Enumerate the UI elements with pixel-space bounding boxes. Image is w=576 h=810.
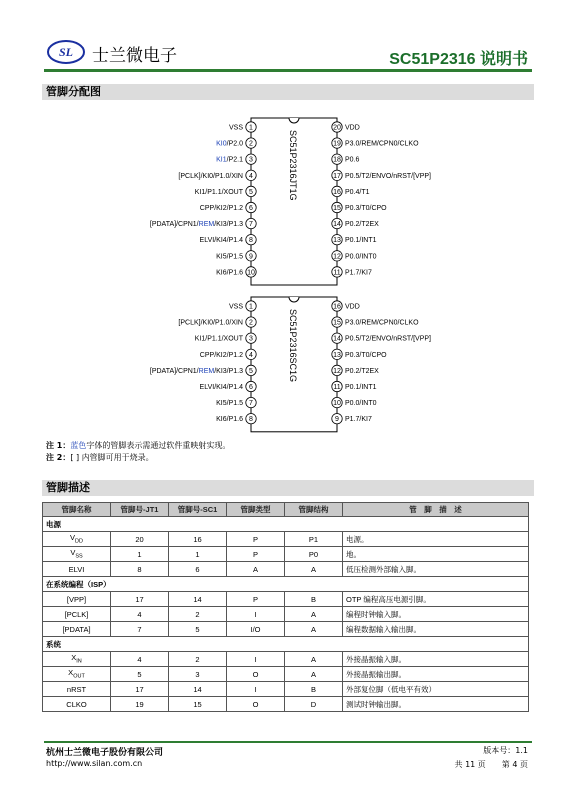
pin-description-table [42, 502, 529, 712]
table-row [43, 547, 529, 562]
pin-structure: D [285, 697, 343, 712]
pin-label-left: CPP/KI2/P1.2 [199, 351, 243, 359]
pin-type: P [227, 592, 285, 607]
pin-type: I/O [227, 622, 285, 637]
pin-number-sc1: 3 [169, 667, 227, 682]
pin-label-left: ELVI/KI4/P1.4 [199, 237, 243, 245]
footer-pages: 共 11 页 第 4 页 [454, 760, 528, 769]
pin-description: 外接晶振输入脚。 [343, 652, 529, 667]
pin-number-jt1: 17 [111, 592, 169, 607]
footer-version: 版本号：1.1 [483, 746, 528, 755]
pin-label-left: VSS [228, 303, 243, 311]
pin-number: 11 [333, 269, 341, 277]
pin-type: O [227, 697, 285, 712]
column-header: 管脚类型 [227, 503, 285, 517]
pin-number-sc1: 16 [169, 532, 227, 547]
pin-label-left: KI6/P1.6 [216, 269, 243, 277]
pin-name: $X_{IN}$ [43, 652, 111, 667]
pin-number: 18 [333, 156, 341, 164]
pin-number: 10 [333, 400, 341, 408]
pin-label-right: P3.0/REM/CPN0/CLKO [345, 140, 419, 148]
pin-label-right: P0.2/T2EX [345, 367, 379, 375]
footer-url[interactable]: http://www.silan.com.cn [46, 759, 143, 768]
table-group-row [43, 517, 529, 532]
pin-label-right: P0.3/T0/CPO [345, 351, 387, 359]
table-row [43, 592, 529, 607]
chip-1 [150, 118, 431, 285]
pin-label-left: ELVI/KI4/P1.4 [199, 384, 243, 391]
pin-number-jt1: 8 [111, 562, 169, 577]
pin-number: 5 [249, 188, 253, 196]
pin-label-right: P0.5/T2/ENVO/nRST/[VPP] [345, 172, 431, 180]
pin-label-left: KI0/P2.0 [216, 140, 243, 148]
pin-name: nRST [43, 682, 111, 697]
pin-name: $V_{SS}$ [43, 547, 111, 562]
pin-number: 12 [333, 367, 341, 375]
pin-number: 4 [249, 172, 253, 180]
pin-number: 6 [249, 384, 253, 391]
table-row [43, 562, 529, 577]
pin-number: 5 [249, 367, 253, 375]
table-row [43, 667, 529, 682]
pin-number-jt1: 7 [111, 622, 169, 637]
note-1-text: 字体的管脚表示需通过软件重映射实现。 [86, 441, 231, 450]
pin-type: I [227, 607, 285, 622]
pin-description: 编程时钟输入脚。 [343, 607, 529, 622]
table-group-row [43, 577, 529, 592]
footer-divider [44, 741, 532, 743]
column-header: 管脚结构 [285, 503, 343, 517]
pin-description: 低压检测外部输入脚。 [343, 562, 529, 577]
pin-number-sc1: 6 [169, 562, 227, 577]
pin-number: 8 [249, 416, 253, 424]
pin-number: 3 [249, 335, 253, 343]
note-2: 注 2：[ ] 内管脚可用于烧录。 [46, 453, 154, 462]
pin-description: 外接晶振输出脚。 [343, 667, 529, 682]
pin-type: O [227, 667, 285, 682]
pin-number: 16 [333, 303, 341, 311]
pin-number: 19 [333, 140, 341, 148]
pin-label-right: P3.0/REM/CPN0/CLKO [345, 319, 419, 327]
pin-type: P [227, 547, 285, 562]
pin-description: 地。 [343, 547, 529, 562]
pin-description: OTP 编程高压电源引脚。 [343, 592, 529, 607]
pin-name: CLKO [43, 697, 111, 712]
pin-number-jt1: 17 [111, 682, 169, 697]
pin-label-left: [PCLK]/KI0/P1.0/XIN [178, 172, 243, 180]
pin-description: 电源。 [343, 532, 529, 547]
pin-number-sc1: 5 [169, 622, 227, 637]
note-1-blue: 蓝色 [70, 441, 87, 450]
pin-structure: B [285, 682, 343, 697]
pin-structure: A [285, 667, 343, 682]
pin-number-jt1: 4 [111, 652, 169, 667]
pin-name: $V_{DD}$ [43, 532, 111, 547]
pin-number-sc1: 15 [169, 697, 227, 712]
pin-number: 12 [333, 253, 341, 261]
pin-label-left: [PDATA]/CPN1/REM/KI3/P1.3 [149, 367, 243, 375]
pin-label-left: [PDATA]/CPN1/REM/KI3/P1.3 [149, 221, 243, 229]
pin-number: 7 [249, 400, 253, 408]
pin-label-left: KI1/P2.1 [216, 156, 243, 164]
pin-number: 14 [333, 335, 341, 343]
table-row [43, 652, 529, 667]
pin-number: 17 [333, 172, 341, 180]
column-header: 管 脚 描 述 [343, 503, 529, 517]
document-title: SC51P2316 说明书 [389, 51, 528, 68]
pin-label-left: CPP/KI2/P1.2 [199, 205, 243, 212]
pin-structure: A [285, 652, 343, 667]
pin-number: 20 [333, 124, 341, 132]
group-label: 在系统编程（ISP） [43, 577, 529, 592]
pin-number-jt1: 5 [111, 667, 169, 682]
pin-type: I [227, 682, 285, 697]
pin-number: 1 [249, 124, 253, 132]
pin-label-right: P0.2/T2EX [345, 221, 379, 229]
pin-number: 13 [333, 351, 341, 359]
pin-label-right: P0.5/T2/ENVO/nRST/[VPP] [345, 335, 431, 343]
pin-label-left: VSS [228, 124, 243, 132]
pin-number: 2 [249, 140, 253, 148]
column-header: 管脚号-SC1 [169, 503, 227, 517]
pin-type: I [227, 652, 285, 667]
pin-structure: P1 [285, 532, 343, 547]
pin-number: 15 [333, 319, 341, 327]
table-row [43, 622, 529, 637]
group-label: 电源 [43, 517, 529, 532]
pin-number: 1 [249, 303, 253, 311]
pin-label-right: P0.0/INT0 [345, 400, 377, 408]
table-row [43, 607, 529, 622]
chip-2 [150, 297, 431, 432]
pin-number: 9 [249, 253, 253, 261]
pin-number-sc1: 14 [169, 682, 227, 697]
pin-label-left: KI5/P1.5 [216, 253, 243, 261]
pin-label-right: P0.3/T0/CPO [345, 205, 387, 212]
pin-type: A [227, 562, 285, 577]
pin-number: 3 [249, 156, 253, 164]
pin-number: 9 [335, 416, 339, 424]
pin-structure: P0 [285, 547, 343, 562]
pin-number-jt1: 1 [111, 547, 169, 562]
pin-number: 8 [249, 237, 253, 245]
pin-number-sc1: 14 [169, 592, 227, 607]
note-1: 注 1：蓝色字体的管脚表示需通过软件重映射实现。 [46, 441, 231, 450]
notes [46, 440, 230, 464]
pin-number: 13 [333, 237, 341, 245]
pin-label-left: [PCLK]/KI0/P1.0/XIN [178, 319, 243, 327]
chip-name: SC51P2316JT1G [288, 130, 298, 201]
pin-label-left: KI5/P1.5 [216, 400, 243, 408]
pin-number-sc1: 2 [169, 607, 227, 622]
pin-structure: B [285, 592, 343, 607]
pin-label-right: P1.7/KI7 [345, 269, 372, 277]
pin-name: [PCLK] [43, 607, 111, 622]
group-label: 系统 [43, 637, 529, 652]
pin-label-right: P0.6 [345, 156, 360, 164]
pin-label-right: P1.7/KI7 [345, 416, 372, 424]
pin-number: 15 [333, 205, 341, 212]
pin-structure: A [285, 607, 343, 622]
pin-label-right: VDD [345, 124, 360, 132]
pin-label-left: KI6/P1.6 [216, 416, 243, 424]
pin-label-right: P0.1/INT1 [345, 237, 377, 245]
section-pin-description-title: 管脚描述 [42, 480, 534, 496]
pin-number: 7 [249, 221, 253, 229]
pin-number: 10 [247, 269, 255, 277]
table-header-row [43, 503, 529, 517]
pin-number-sc1: 1 [169, 547, 227, 562]
pin-number: 11 [333, 384, 341, 391]
pin-structure: A [285, 562, 343, 577]
pin-label-right: P0.4/T1 [345, 188, 370, 196]
pin-number: 6 [249, 205, 253, 212]
company-name: 士兰微电子 [92, 46, 177, 66]
column-header: 管脚号-JT1 [111, 503, 169, 517]
pin-label-right: P0.0/INT0 [345, 253, 377, 261]
pin-label-left: KI1/P1.1/XOUT [194, 335, 243, 343]
pin-label-right: VDD [345, 303, 360, 311]
pin-description: 外部复位脚（低电平有效） [343, 682, 529, 697]
pin-number: 14 [333, 221, 341, 229]
table-group-row [43, 637, 529, 652]
note-2-text: [ ] 内管脚可用于烧录。 [70, 453, 154, 462]
pin-description: 编程数据输入输出脚。 [343, 622, 529, 637]
column-header: 管脚名称 [43, 503, 111, 517]
pin-number: 16 [333, 188, 341, 196]
pin-name: [VPP] [43, 592, 111, 607]
section-pin-assignment-title: 管脚分配图 [42, 84, 534, 100]
pin-number: 4 [249, 351, 253, 359]
table-row [43, 697, 529, 712]
pin-number: 2 [249, 319, 253, 327]
logo-text: SL [58, 45, 74, 59]
pin-label-right: P0.1/INT1 [345, 384, 377, 391]
pin-number-jt1: 20 [111, 532, 169, 547]
pin-number-sc1: 2 [169, 652, 227, 667]
pin-name: [PDATA] [43, 622, 111, 637]
pin-description: 测试时钟输出脚。 [343, 697, 529, 712]
table-row [43, 532, 529, 547]
chip-name: SC51P2316SC1G [288, 309, 298, 383]
table-row [43, 682, 529, 697]
pin-name: $X_{OUT}$ [43, 667, 111, 682]
pin-type: P [227, 532, 285, 547]
pin-label-left: KI1/P1.1/XOUT [194, 188, 243, 196]
pin-number-jt1: 4 [111, 607, 169, 622]
pin-number-jt1: 19 [111, 697, 169, 712]
pin-structure: A [285, 622, 343, 637]
pin-name: ELVI [43, 562, 111, 577]
footer-company: 杭州士兰微电子股份有限公司 [46, 748, 164, 758]
